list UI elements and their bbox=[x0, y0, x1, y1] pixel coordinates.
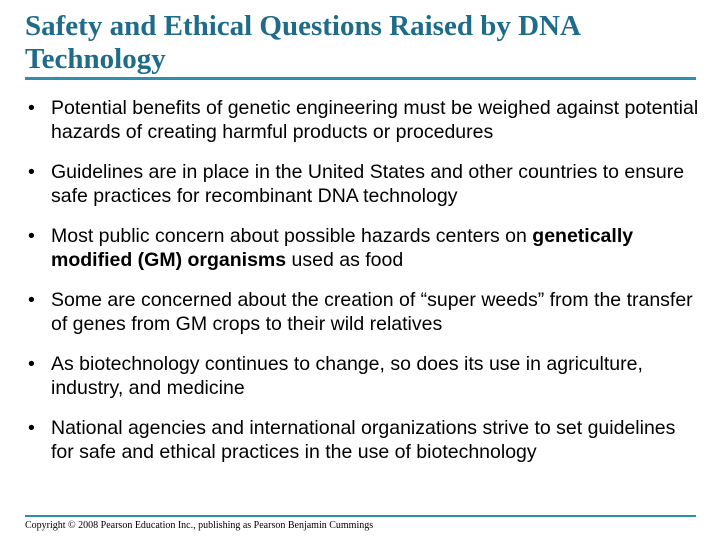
bullet-item-agencies bbox=[0, 416, 720, 464]
copyright-footer: Copyright © 2008 Pearson Education Inc., publishing as Pearson Benjamin Cummings bbox=[25, 520, 374, 531]
bullet-text-end: used as food bbox=[286, 249, 404, 271]
bullet-icon: • bbox=[28, 225, 35, 247]
bullet-icon: • bbox=[28, 289, 35, 311]
bullet-item-benefits bbox=[0, 96, 720, 144]
bullet-item-public-concern bbox=[0, 224, 720, 272]
bullet-text: As biotechnology continues to change, so does its use in agriculture, industry, and medicine bbox=[51, 353, 643, 399]
bullet-icon: • bbox=[28, 353, 35, 375]
slide-title: Safety and Ethical Questions Raised by DNA Technology bbox=[25, 10, 580, 75]
footer-divider bbox=[25, 515, 696, 517]
bullet-item-biotech-change bbox=[0, 352, 720, 400]
bullet-text: Some are concerned about the creation of “super weeds” from the transfer of genes from GM crops to their wild relatives bbox=[51, 289, 693, 335]
title-divider bbox=[25, 77, 696, 80]
bullet-text: Guidelines are in place in the United States and other countries to ensure safe practices for recombinant DNA technology bbox=[51, 161, 685, 207]
bullet-bold-term: genetically modified (GM) organisms bbox=[51, 225, 634, 271]
bullet-icon: • bbox=[28, 161, 35, 183]
bullet-text: National agencies and international organizations strive to set guidelines for safe and ethical practices in the use of biotechnology bbox=[51, 417, 676, 463]
bullet-item-super-weeds bbox=[0, 288, 720, 336]
bullet-text: Potential benefits of genetic engineering must be weighed against potential hazards of creating harmful products or procedures bbox=[51, 97, 699, 143]
bullet-list bbox=[0, 96, 720, 480]
bullet-item-guidelines bbox=[0, 160, 720, 208]
bullet-icon: • bbox=[28, 417, 35, 439]
bullet-text: Most public concern about possible hazards centers on bbox=[51, 225, 533, 247]
bullet-icon: • bbox=[28, 97, 35, 119]
